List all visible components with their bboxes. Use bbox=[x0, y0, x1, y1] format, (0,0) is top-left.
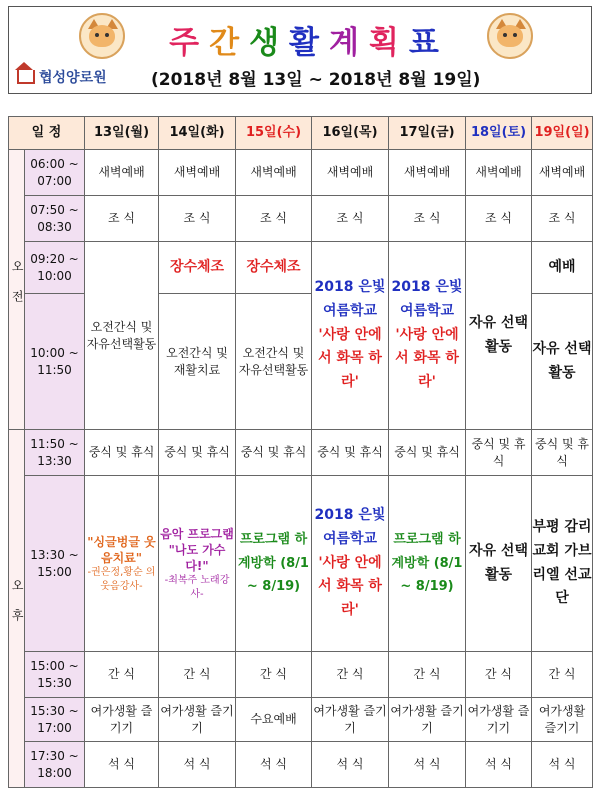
school-title: 2018 은빛 여름학교 bbox=[314, 279, 386, 319]
header-row bbox=[9, 117, 593, 150]
cell: 석 식 bbox=[466, 742, 532, 788]
cell: 오전간식 및 자유선택활동 bbox=[236, 294, 312, 430]
cell bbox=[159, 476, 236, 652]
day-header: 17일(금) bbox=[389, 117, 466, 150]
table-row bbox=[9, 742, 593, 788]
table-row bbox=[9, 242, 593, 294]
dog-icon bbox=[487, 13, 533, 59]
cell: 조 식 bbox=[159, 196, 236, 242]
tue-teacher: -최복주 노래강사- bbox=[164, 575, 230, 600]
section-am: 오전 bbox=[9, 150, 25, 430]
cell: 석 식 bbox=[389, 742, 466, 788]
time-cell: 15:30 ~ 17:00 bbox=[25, 698, 85, 742]
cell bbox=[389, 242, 466, 430]
title-char: 획 bbox=[368, 25, 409, 61]
title-char: 간 bbox=[209, 25, 250, 61]
day-header: 18일(토) bbox=[466, 117, 532, 150]
cell: 자유 선택 활동 bbox=[466, 242, 532, 430]
cell: 석 식 bbox=[85, 742, 159, 788]
cell: 석 식 bbox=[236, 742, 312, 788]
table-row bbox=[9, 196, 593, 242]
cell: 여가생활 즐기기 bbox=[85, 698, 159, 742]
cell: 석 식 bbox=[532, 742, 593, 788]
time-cell: 07:50 ~ 08:30 bbox=[25, 196, 85, 242]
cell: 간 식 bbox=[236, 652, 312, 698]
cell: 여가생활 즐기기 bbox=[466, 698, 532, 742]
cell: 조 식 bbox=[466, 196, 532, 242]
school-title: 2018 은빛 여름학교 bbox=[391, 279, 463, 319]
cell: 석 식 bbox=[312, 742, 389, 788]
day-header: 14일(화) bbox=[159, 117, 236, 150]
school-quote: '사랑 안에서 화목 하라' bbox=[318, 554, 382, 619]
dog-icon bbox=[79, 13, 125, 59]
cell: 여가생활 즐기기 bbox=[389, 698, 466, 742]
cell: 새벽예배 bbox=[236, 150, 312, 196]
cell: 중식 및 휴식 bbox=[85, 430, 159, 476]
cell: 중식 및 휴식 bbox=[159, 430, 236, 476]
time-cell: 06:00 ~ 07:00 bbox=[25, 150, 85, 196]
cell: 여가생활 즐기기 bbox=[532, 698, 593, 742]
period: (2018년 8월 13일 ~ 2018년 8월 19일) bbox=[151, 70, 481, 90]
title-char: 계 bbox=[328, 25, 369, 61]
school-quote: '사랑 안에서 화목 하라' bbox=[395, 326, 459, 391]
page-title bbox=[141, 17, 477, 62]
mon-program: "싱글벙글 웃음치료" bbox=[87, 534, 156, 565]
table-row bbox=[9, 150, 593, 196]
time-cell: 10:00 ~ 11:50 bbox=[25, 294, 85, 430]
table-row bbox=[9, 430, 593, 476]
cell: 새벽예배 bbox=[312, 150, 389, 196]
schedule-header: 일 정 bbox=[9, 117, 85, 150]
cell: 자유 선택 활동 bbox=[466, 476, 532, 652]
day-header: 13일(월) bbox=[85, 117, 159, 150]
cell: 새벽예배 bbox=[389, 150, 466, 196]
cell: 중식 및 휴식 bbox=[312, 430, 389, 476]
cell: 수요예배 bbox=[236, 698, 312, 742]
cell: 여가생활 즐기기 bbox=[159, 698, 236, 742]
header bbox=[8, 6, 592, 94]
cell: 간 식 bbox=[389, 652, 466, 698]
title-char: 활 bbox=[289, 25, 329, 61]
cell: 새벽예배 bbox=[532, 150, 593, 196]
cell: 중식 및 휴식 bbox=[389, 430, 466, 476]
schedule-table bbox=[8, 116, 593, 788]
time-cell: 11:50 ~ 13:30 bbox=[25, 430, 85, 476]
cell: 석 식 bbox=[159, 742, 236, 788]
logo-text: 협성양로원 bbox=[39, 70, 107, 86]
cell: 새벽예배 bbox=[159, 150, 236, 196]
day-header: 19일(일) bbox=[532, 117, 593, 150]
cell: 중식 및 휴식 bbox=[466, 430, 532, 476]
day-header: 15일(수) bbox=[236, 117, 312, 150]
day-header: 16일(목) bbox=[312, 117, 389, 150]
logo bbox=[17, 67, 107, 87]
cell bbox=[312, 242, 389, 430]
cell: 여가생활 즐기기 bbox=[312, 698, 389, 742]
tue-program: 음악 프로그램 bbox=[160, 526, 234, 541]
cell: 중식 및 휴식 bbox=[532, 430, 593, 476]
cell: 간 식 bbox=[312, 652, 389, 698]
table-row bbox=[9, 476, 593, 652]
time-cell: 09:20 ~ 10:00 bbox=[25, 242, 85, 294]
cell: 간 식 bbox=[466, 652, 532, 698]
tue-quote: "나도 가수다!" bbox=[168, 542, 226, 574]
time-cell: 13:30 ~ 15:00 bbox=[25, 476, 85, 652]
cell: 예배 bbox=[532, 242, 593, 294]
cell: 자유 선택 활동 bbox=[532, 294, 593, 430]
cell: 프로그램 하계방학 (8/1 ~ 8/19) bbox=[236, 476, 312, 652]
cell: 간 식 bbox=[532, 652, 593, 698]
school-quote: '사랑 안에서 화목 하라' bbox=[318, 326, 382, 391]
time-cell: 15:00 ~ 15:30 bbox=[25, 652, 85, 698]
table-row bbox=[9, 698, 593, 742]
school-title: 2018 은빛 여름학교 bbox=[314, 507, 386, 547]
mon-teacher: -권은정,황순 의 웃음강사- bbox=[87, 567, 156, 592]
cell: 조 식 bbox=[236, 196, 312, 242]
cell bbox=[312, 476, 389, 652]
house-icon bbox=[17, 70, 35, 84]
cell: 프로그램 하계방학 (8/1 ~ 8/19) bbox=[389, 476, 466, 652]
table-row bbox=[9, 652, 593, 698]
time-cell: 17:30 ~ 18:00 bbox=[25, 742, 85, 788]
cell: 새벽예배 bbox=[85, 150, 159, 196]
cell: 오전간식 및 자유선택활동 bbox=[85, 242, 159, 430]
cell bbox=[85, 476, 159, 652]
section-pm: 오후 bbox=[9, 430, 25, 788]
title-char: 표 bbox=[408, 25, 449, 61]
cell: 간 식 bbox=[159, 652, 236, 698]
cell: 조 식 bbox=[389, 196, 466, 242]
cell: 장수체조 bbox=[236, 242, 312, 294]
cell: 새벽예배 bbox=[466, 150, 532, 196]
cell: 조 식 bbox=[312, 196, 389, 242]
title-char: 주 bbox=[169, 25, 210, 61]
title-char: 생 bbox=[249, 25, 290, 61]
cell: 부평 감리 교회 가브 리엘 선교단 bbox=[532, 476, 593, 652]
cell: 조 식 bbox=[85, 196, 159, 242]
cell: 중식 및 휴식 bbox=[236, 430, 312, 476]
cell: 장수체조 bbox=[159, 242, 236, 294]
cell: 오전간식 및 재활치료 bbox=[159, 294, 236, 430]
cell: 조 식 bbox=[532, 196, 593, 242]
cell: 간 식 bbox=[85, 652, 159, 698]
